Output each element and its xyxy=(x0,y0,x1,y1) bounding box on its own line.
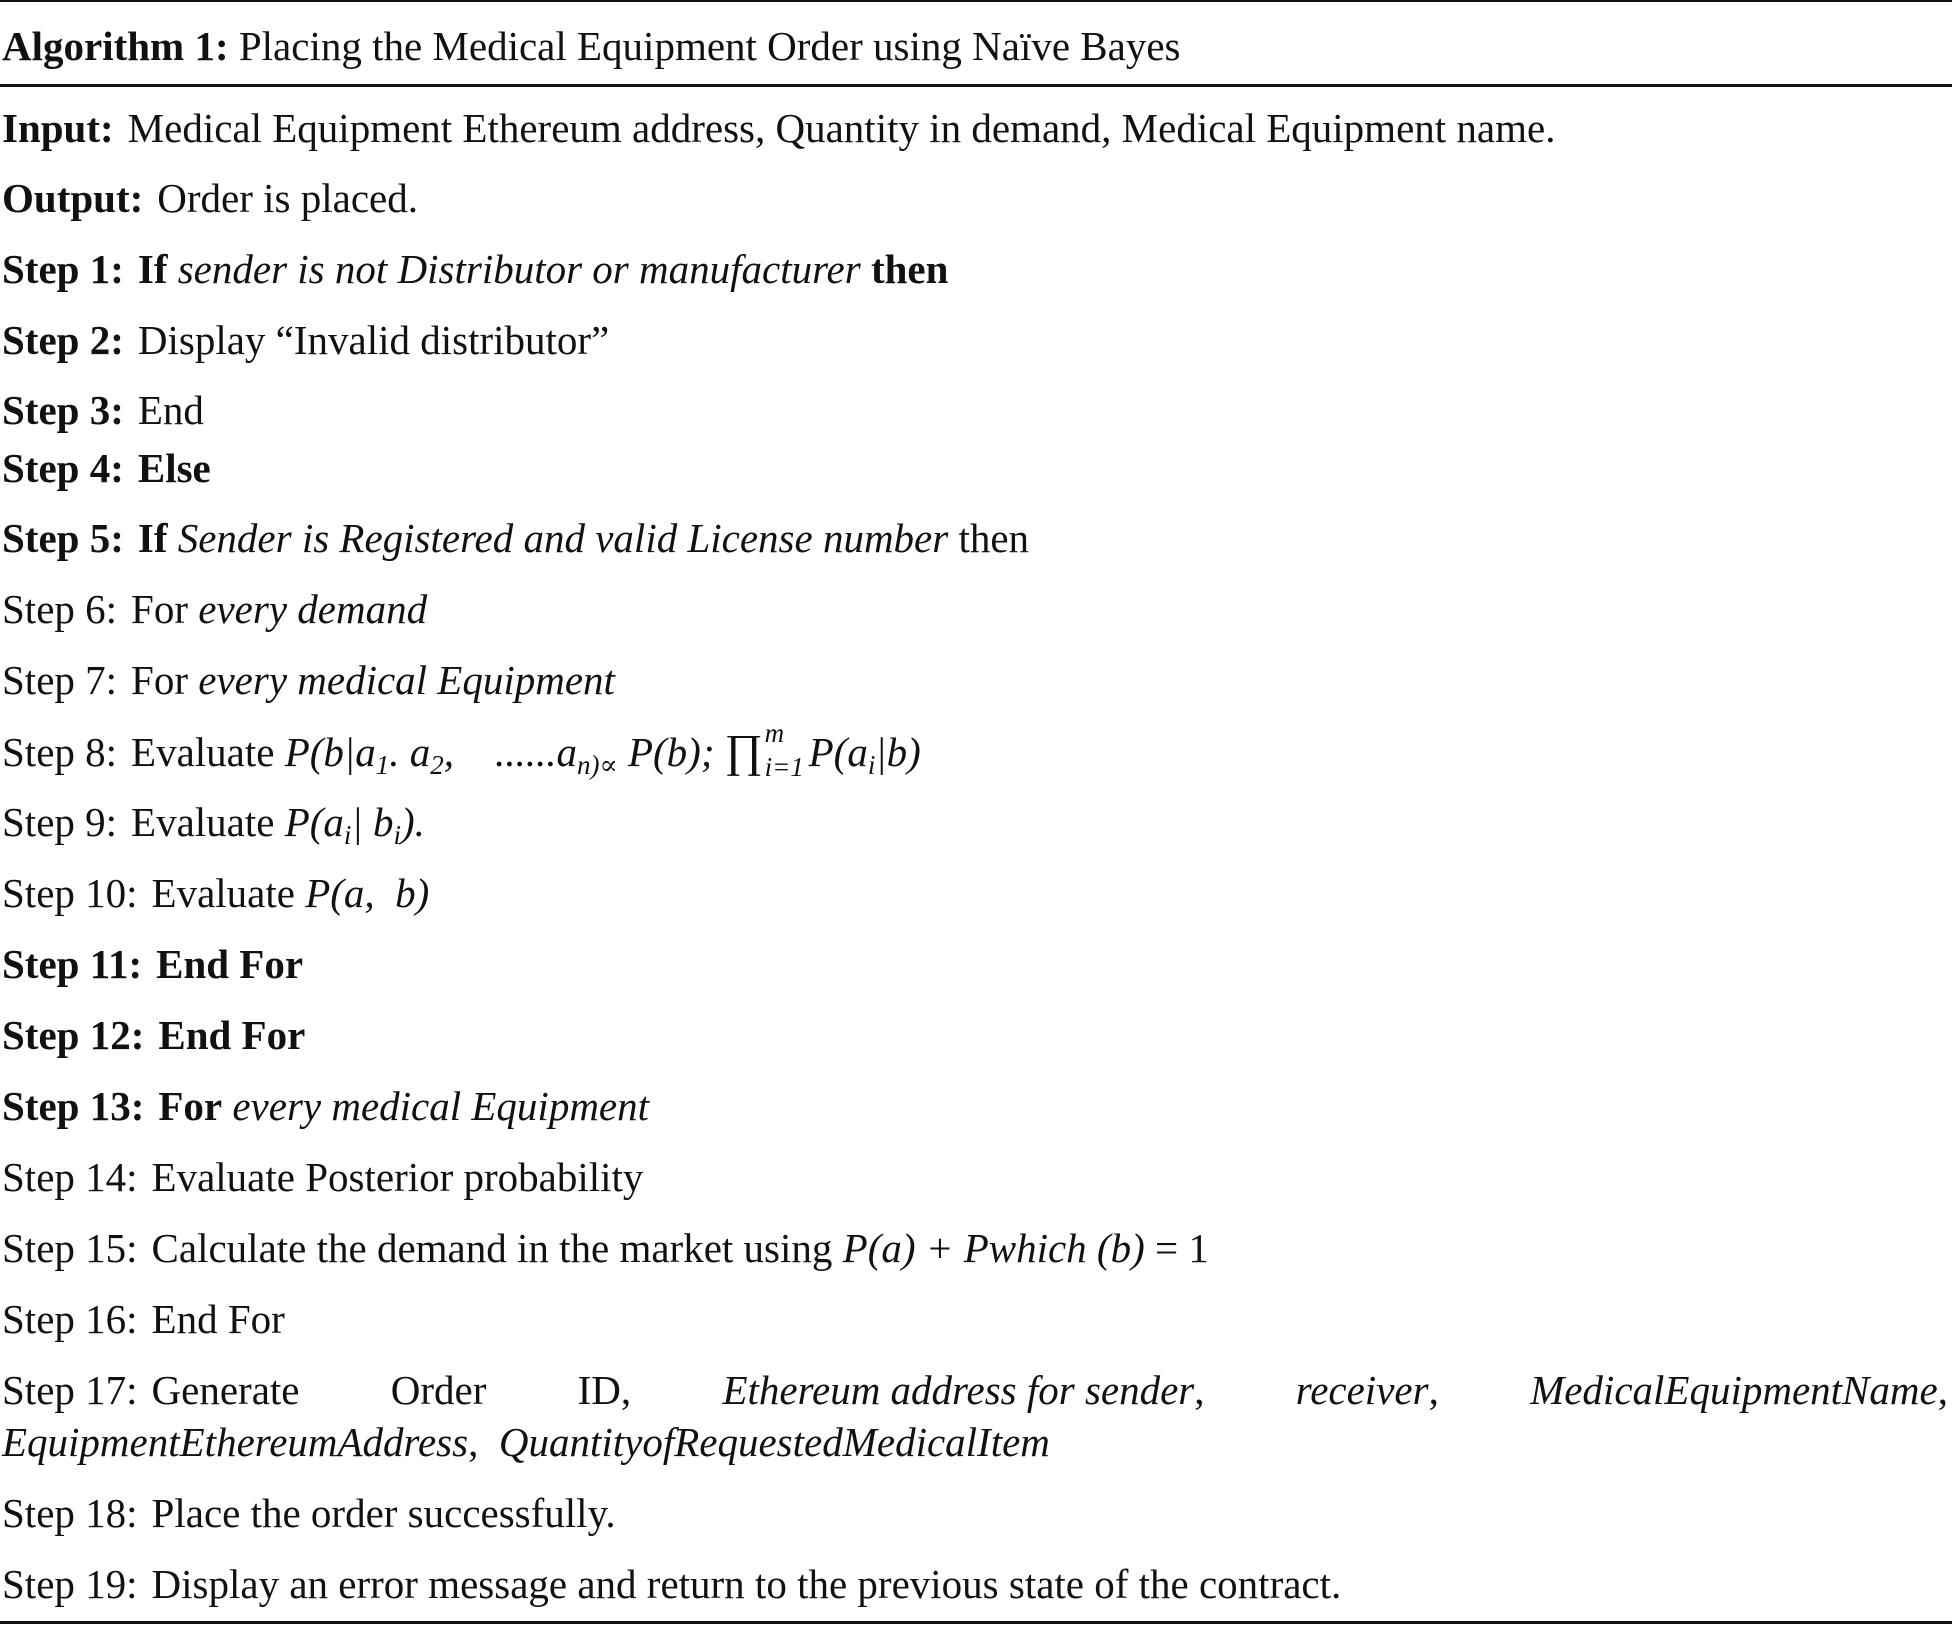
step-label: Step 12: xyxy=(2,1012,145,1058)
step-text: End For xyxy=(151,1296,285,1342)
keyword-else: Else xyxy=(137,445,211,491)
word: Order xyxy=(390,1367,487,1413)
step-7 xyxy=(2,656,615,704)
step-label: Step 15: xyxy=(2,1225,138,1271)
step-17-line-2: EquipmentEthereumAddress, QuantityofRequestedMedicalItem xyxy=(2,1419,1050,1465)
keyword-for: For xyxy=(158,1083,223,1129)
step-label: Step 10: xyxy=(2,870,138,916)
step-text: For xyxy=(131,586,189,632)
keyword-end-for: End For xyxy=(158,1012,306,1058)
step-label: Step 19: xyxy=(2,1561,138,1607)
formula: $P(a_i|$ $b_i$). xyxy=(284,799,425,850)
keyword-then: then xyxy=(870,246,949,292)
step-label: Step 1: xyxy=(2,246,124,292)
step-9 xyxy=(2,798,425,850)
step-text: Calculate the demand in the market using xyxy=(151,1225,833,1271)
word: ID, xyxy=(577,1367,632,1413)
word: Generate xyxy=(151,1367,300,1413)
algorithm-label: Algorithm 1: xyxy=(2,23,229,69)
condition: every demand xyxy=(198,586,428,632)
step-6 xyxy=(2,585,427,633)
step-12 xyxy=(2,1011,305,1059)
keyword-if: If xyxy=(137,515,168,561)
condition: every medical Equipment xyxy=(232,1083,650,1129)
output-text: Order is placed. xyxy=(157,175,418,221)
step-14 xyxy=(2,1153,643,1201)
top-rule xyxy=(0,0,1952,2)
step-text: Place the order successfully. xyxy=(151,1490,616,1536)
step-label: Step 5: xyxy=(2,515,124,561)
output-line xyxy=(2,174,418,222)
algorithm-title-text: Placing the Medical Equipment Order using Naïve Bayes xyxy=(238,23,1181,69)
step-11 xyxy=(2,940,303,988)
step-label: Step 9: xyxy=(2,799,118,845)
step-10 xyxy=(2,869,429,917)
step-label: Step 18: xyxy=(2,1490,138,1536)
step-text: Evaluate xyxy=(131,799,275,845)
word: QuantityofRequestedMedicalItem xyxy=(498,1419,1050,1465)
step-label: Step 17: xyxy=(2,1367,138,1413)
step-8 xyxy=(2,718,921,782)
step-15 xyxy=(2,1224,1209,1272)
step-text: Evaluate xyxy=(131,729,275,775)
word: Ethereum address for sender xyxy=(722,1367,1195,1413)
step-label: Step 16: xyxy=(2,1296,138,1342)
word: MedicalEquipmentName xyxy=(1530,1367,1938,1413)
formula: P(a, b) xyxy=(305,870,430,916)
condition: every medical Equipment xyxy=(198,657,615,703)
keyword-end-for: End For xyxy=(156,941,304,987)
word: receiver xyxy=(1295,1367,1429,1413)
algorithm-title xyxy=(2,22,1180,70)
header-rule xyxy=(0,84,1952,87)
keyword-then: then xyxy=(958,515,1030,561)
step-text: End xyxy=(137,387,204,433)
step-text: Evaluate Posterior probability xyxy=(151,1154,644,1200)
bottom-rule xyxy=(0,1621,1952,1624)
step-label: Step 13: xyxy=(2,1083,145,1129)
step-2 xyxy=(2,316,609,364)
step-13 xyxy=(2,1082,649,1130)
formula: $P(b|a_1$. $a_2$, $......a_{n)\propto}$ P(b); ∏ m i=1 $P(a_i|b)$ xyxy=(284,718,921,782)
step-label: Step 6: xyxy=(2,586,118,632)
step-text: Evaluate xyxy=(151,870,295,916)
condition: sender is not Distributor or manufacturer xyxy=(177,246,861,292)
word: EquipmentEthereumAddress xyxy=(2,1419,469,1465)
input-text: Medical Equipment Ethereum address, Quantity in demand, Medical Equipment name. xyxy=(127,105,1556,151)
step-18 xyxy=(2,1489,616,1537)
condition: Sender is Registered and valid License number xyxy=(177,515,949,561)
step-label: Step 4: xyxy=(2,445,124,491)
step-text: Display an error message and return to the previous state of the contract. xyxy=(151,1561,1342,1607)
formula-result: = 1 xyxy=(1154,1225,1209,1271)
step-1 xyxy=(2,245,948,293)
step-19 xyxy=(2,1560,1341,1608)
step-5 xyxy=(2,514,1029,562)
step-3 xyxy=(2,386,204,434)
step-label: Step 7: xyxy=(2,657,118,703)
step-17 xyxy=(2,1366,1948,1414)
input-label: Input: xyxy=(2,105,114,151)
step-16 xyxy=(2,1295,285,1343)
input-line xyxy=(2,104,1555,152)
keyword-if: If xyxy=(137,246,168,292)
step-label: Step 2: xyxy=(2,317,124,363)
step-label: Step 11: xyxy=(2,941,143,987)
step-17-line-1: Step 17: Generate Order ID, Ethereum address for sender, receiver, MedicalEquipmentName, xyxy=(2,1367,1948,1413)
step-text: Display “Invalid distributor” xyxy=(137,317,610,363)
step-text: For xyxy=(131,657,189,703)
step-label: Step 8: xyxy=(2,729,118,775)
step-label: Step 3: xyxy=(2,387,124,433)
output-label: Output: xyxy=(2,175,144,221)
formula: P(a) + Pwhich (b) xyxy=(842,1225,1155,1271)
step-label: Step 14: xyxy=(2,1154,138,1200)
step-4 xyxy=(2,444,211,492)
